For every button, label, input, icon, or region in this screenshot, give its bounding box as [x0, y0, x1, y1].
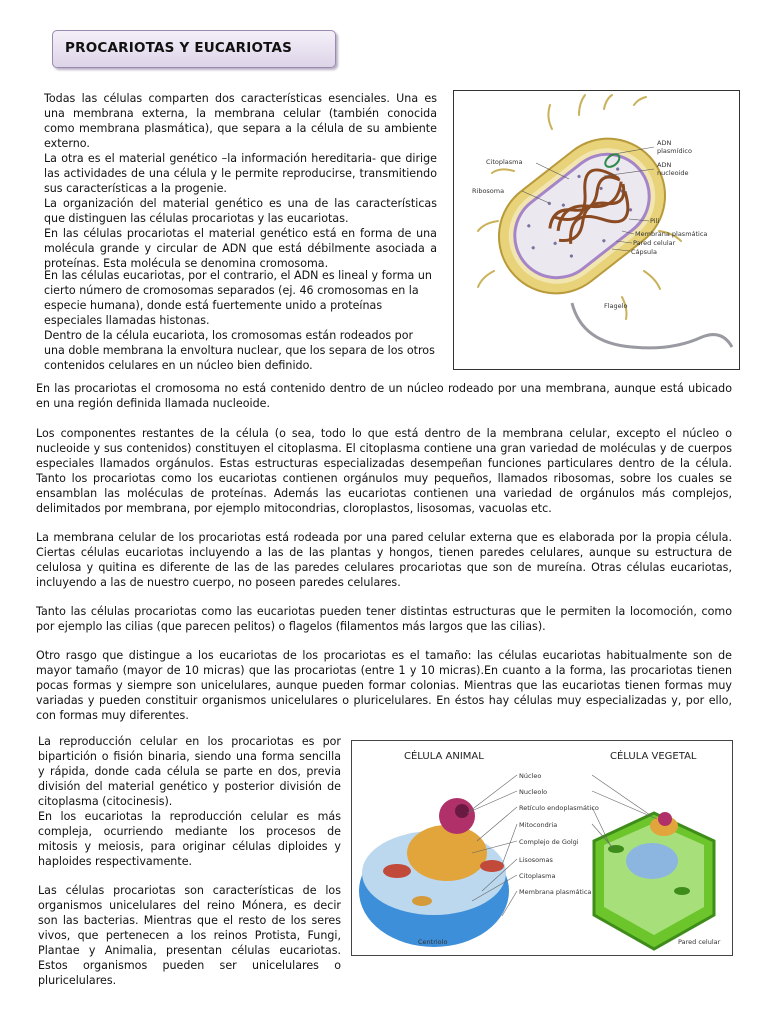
eukaryote-cells-diagram — [351, 740, 733, 956]
cell-label-citoplasma: Citoplasma — [519, 872, 556, 880]
cell-label-lisosomas: Lisosomas — [519, 856, 553, 864]
cell-label-mitocondria: Mitocondria — [519, 821, 558, 829]
body-paragraph-pared: La membrana celular de los procariotas está rodeada por una pared celular externa que es elaborada por la propia célula. Ciertas células eucariotas incluyendo a las de las plantas y hongos, tienen paredes celulares, aunque su estructura de celulosa y quitina es diferente de las de las paredes celulares procariotas que son de mureína. Otras células eucariotas, incluyendo a las de nuestro cuerpo, no poseen paredes celulares. — [36, 531, 732, 589]
animal-cell-title: CÉLULA ANIMAL — [404, 751, 484, 762]
cell-label-nucleolo: Nucleolo — [519, 788, 548, 796]
page-title: PROCARIOTAS Y EUCARIOTAS — [65, 40, 293, 56]
body-paragraph-locomocion: Tanto las células procariotas como las eucariotas pueden tener distintas estructuras que le permiten la locomoción, como por ejemplo las cilias (que parecen pelitos) o flagelos (filamentos más largos que las cilias). — [36, 605, 732, 633]
eukaryote-paragraph: Dentro de la célula eucariota, los cromosomas están rodeados por una doble membrana la envoltura nuclear, que los separa de los otros contenidos celulares en un núcleo bien definido. — [44, 329, 435, 372]
intro-paragraph: La otra es el material genético –la información hereditaria- que dirige las actividades de una célula y le permite reproducirse, transmitiendo sus características a la progenie. — [44, 152, 437, 195]
eukaryote-paragraph: En las células eucariotas, por el contrario, el ADN es lineal y forma un cierto número de cromosomas separados (ej. 46 cromosomas en la especie humana), donde está fuertemente unido a proteínas especiales llamadas histonas. — [44, 269, 432, 327]
label-pili: Pili — [650, 217, 660, 225]
label-capsula: Cápsula — [631, 248, 657, 256]
plant-cell-title: CÉLULA VEGETAL — [610, 751, 697, 762]
intro-text — [44, 91, 437, 271]
label-adn-plasmidico: ADN plasmídico — [657, 139, 692, 155]
prokaryote-diagram — [453, 90, 740, 370]
cell-label-nucleo: Núcleo — [519, 772, 542, 780]
repro-text — [38, 734, 341, 869]
eukaryote-text — [44, 268, 437, 373]
label-pared: Pared celular — [633, 239, 676, 247]
cells-illustration — [352, 741, 732, 955]
body-paragraph-citoplasma: Los componentes restantes de la célula (o sea, todo lo que está dentro de la membrana celular, excepto el núcleo o nucleoide y sus contenidos) constituyen el citoplasma. El citoplasma contiene una gran variedad de moléculas y de cuerpos especiales llamados orgánulos. Estas estructuras especializadas desempeñan funciones particulares dentro de la célula. Tanto los procariotas como los eucariotas contienen orgánulos muy pequeños, llamados ribosomas, sobre los cuales se ensamblan las moléculas de proteínas. Además las eucariotas contienen una variedad de orgánulos más complejos, delimitados por membrana, por ejemplo mitocondrias, cloroplastos, lisosomas, vacuolas etc. — [36, 427, 732, 515]
label-ribosoma: Ribosoma — [472, 187, 505, 195]
cell-label-membrana: Membrana plasmática — [519, 888, 592, 896]
label-membrana: Membrana plasmática — [635, 230, 708, 238]
monera-paragraph: Las células procariotas son características de los organismos unicelulares del reino Mónera, es decir son las bacterias. Mientras que el resto de los seres vivos, que pertenecen a los reinos Protista, Fungi, Plantae y Animalia, presentan células eucariotas. Estos organismos pueden ser unicelulares o pluricelulares. — [38, 884, 341, 987]
title-box — [52, 30, 336, 68]
cell-label-pared: Pared celular — [678, 938, 721, 946]
cell-label-reticulo: Retículo endoplasmático — [519, 804, 599, 812]
cell-label-centriolo: Centriolo — [418, 938, 448, 946]
intro-paragraph: La organización del material genético es una de las características que distinguen las células procariotas y las eucariotas. — [44, 197, 437, 225]
repro-paragraph: La reproducción celular en los procariotas es por bipartición o fisión binaria, siendo una forma sencilla y rápida, donde cada célula se parte en dos, previa división del material genético y posterior división de citoplasma (citocinesis). — [38, 735, 341, 808]
body-paragraph-nucleoide: En las procariotas el cromosoma no está contenido dentro de un núcleo rodeado por una membrana, aunque está ubicado en una región definida llamada nucleoide. — [36, 382, 732, 410]
cell-label-golgi: Complejo de Golgi — [519, 838, 579, 846]
label-citoplasma: Citoplasma — [486, 158, 523, 166]
label-adn-nucleoide: ADN nucleoide — [657, 161, 689, 177]
intro-paragraph: En las células procariotas el material genético está en forma de una molécula grande y circular de ADN que está débilmente asociada a proteínas. Esta molécula se denomina cromosoma. — [44, 227, 437, 270]
repro-paragraph: En los eucariotas la reproducción celular es más compleja, ocurriendo mediante los procesos de mitosis y meiosis, para originar células diploides y haploides respectivamente. — [38, 810, 341, 868]
intro-paragraph: Todas las células comparten dos características esenciales. Una es una membrana externa, la membrana celular (también conocida como membrana plasmática), que separa a la célula de su ambiente externo. — [44, 92, 437, 150]
label-flagelo: Flagelo — [604, 302, 628, 310]
body-paragraph-tamano: Otro rasgo que distingue a los eucariotas de los procariotas es el tamaño: las células eucariotas habitualmente son de mayor tamaño (mayor de 10 micras) que las procariotas (entre 1 y 10 micras).En cuanto a la forma, las procariotas tienen pocas formas y siempre son unicelulares, aunque pueden formar colonias. Mientras que las eucariotas tienen formas muy variadas y pueden constituir organismos unicelulares o pluricelulares. En éstos hay células muy especializadas y, por ello, con formas muy diferentes. — [36, 649, 732, 722]
